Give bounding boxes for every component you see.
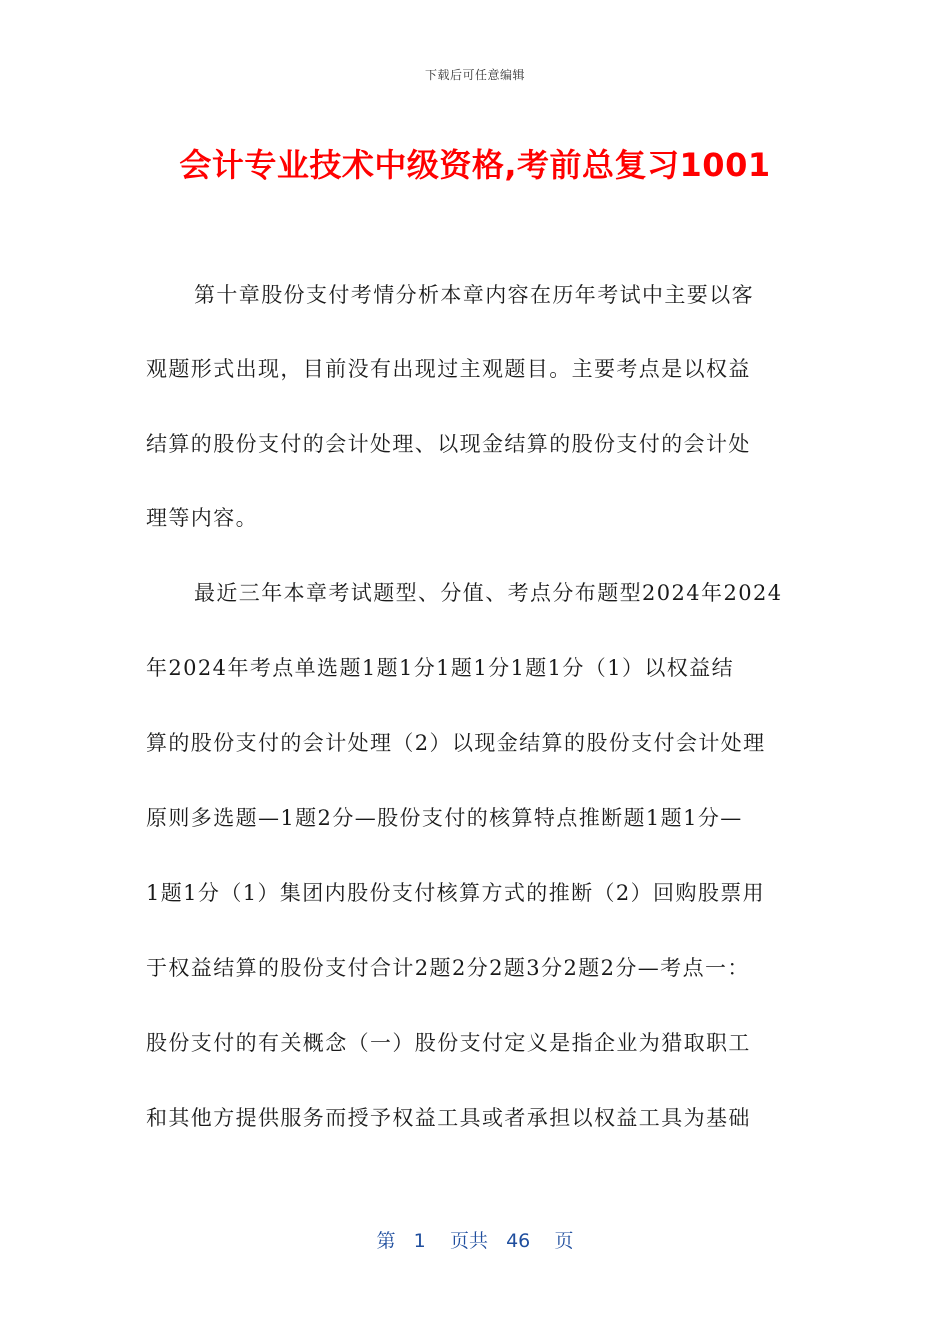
paragraph-line: 和其他方提供服务而授予权益工具或者承担以权益工具为基础 bbox=[146, 1106, 751, 1130]
paragraph-line: 股份支付的有关概念（一）股份支付定义是指企业为猎取职工 bbox=[146, 1031, 751, 1055]
document-title: 会计专业技术中级资格,考前总复习1001 bbox=[179, 146, 771, 184]
total-pages-number: 46 bbox=[506, 1230, 531, 1252]
footer-suffix: 页 bbox=[554, 1230, 574, 1252]
page-footer bbox=[0, 1226, 950, 1253]
paragraph-line: 1题1分（1）集团内股份支付核算方式的推断（2）回购股票用 bbox=[146, 881, 766, 905]
current-page-number: 1 bbox=[413, 1230, 426, 1252]
paragraph-line: 理等内容。 bbox=[146, 506, 258, 530]
paragraph-line: 原则多选题—1题2分—股份支付的核算特点推断题1题1分— bbox=[146, 806, 743, 830]
paragraph-line: 年2024年考点单选题1题1分1题1分1题1分（1）以权益结 bbox=[146, 656, 734, 680]
footer-prefix: 第 bbox=[376, 1230, 396, 1252]
paragraph-line: 于权益结算的股份支付合计2题2分2题3分2题2分—考点一： bbox=[146, 956, 750, 980]
paragraph-line: 结算的股份支付的会计处理、以现金结算的股份支付的会计处 bbox=[146, 432, 751, 456]
paragraph-line: 最近三年本章考试题型、分值、考点分布题型2024年2024 bbox=[194, 581, 783, 605]
paragraph-line: 观题形式出现，目前没有出现过主观题目。主要考点是以权益 bbox=[146, 357, 751, 381]
paragraph-line: 第十章股份支付考情分析本章内容在历年考试中主要以客 bbox=[194, 283, 754, 307]
paragraph-line: 算的股份支付的会计处理（2）以现金结算的股份支付会计处理 bbox=[146, 731, 766, 755]
footer-mid: 页共 bbox=[449, 1230, 488, 1252]
header-note: 下载后可任意编辑 bbox=[424, 68, 525, 82]
